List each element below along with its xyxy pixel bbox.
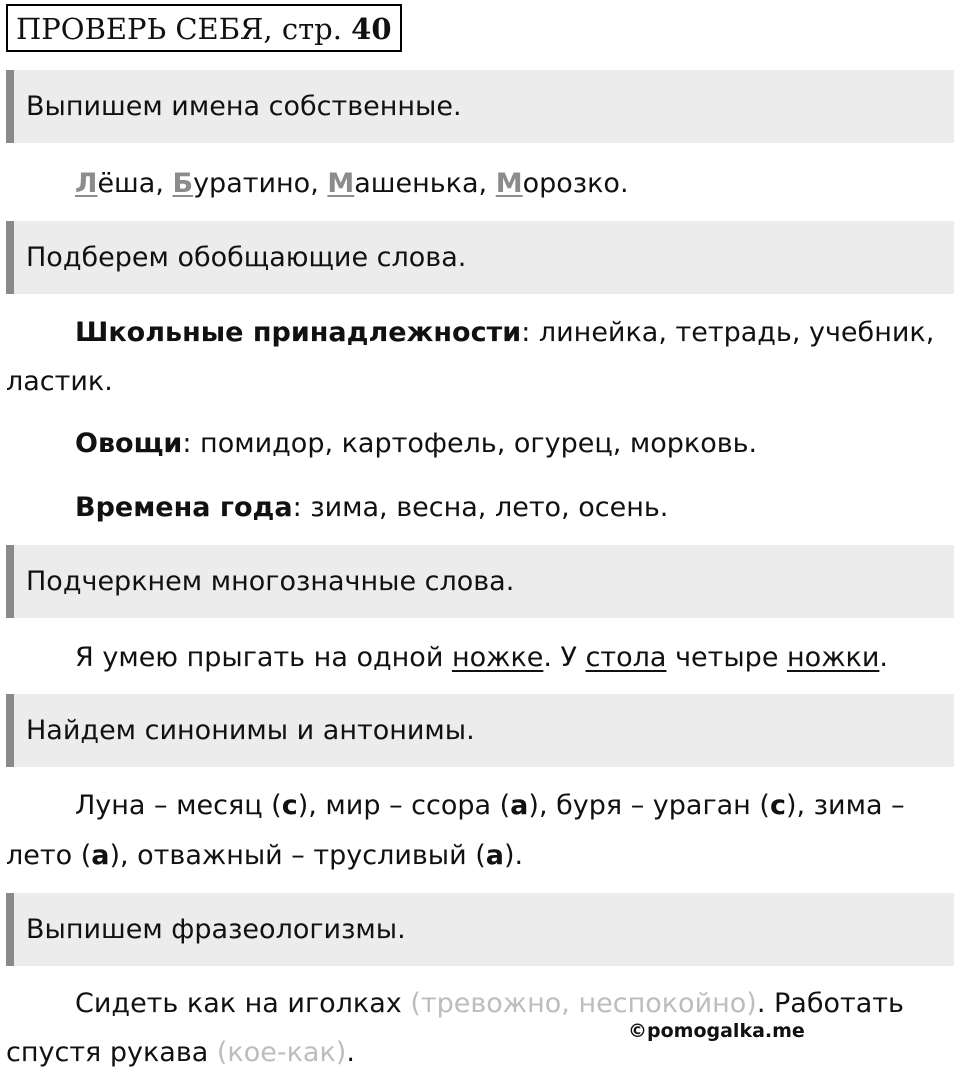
pair-mark: с: [769, 790, 786, 821]
page-title: [6, 4, 402, 52]
separator: ,: [155, 168, 173, 199]
name-rest: ашенька: [354, 168, 479, 199]
task-heading-synonyms-antonyms: Найдем синонимы и антонимы.: [6, 694, 954, 767]
sentence-text: четыре: [666, 642, 788, 673]
sentence-text: . У: [543, 642, 586, 673]
idiom-text: спустя рукава: [6, 1037, 217, 1068]
group-school-supplies-continued: ластик.: [6, 366, 113, 397]
pairs-line-1: [75, 788, 905, 824]
idiom-meaning: (кое-как): [216, 1037, 347, 1068]
pair-text: Луна – месяц (: [75, 790, 282, 821]
idiom-line-1: [75, 986, 904, 1022]
pair-text: ), мир – ссора (: [297, 790, 511, 821]
underlined-word: ножке: [451, 642, 544, 673]
group-items: : зима, весна, лето, осень.: [292, 492, 669, 523]
pair-text: ), зима –: [785, 790, 905, 821]
page-number: 40: [351, 12, 392, 46]
name-capital: Л: [75, 168, 98, 199]
idiom-meaning: (тревожно, неспокойно): [410, 988, 757, 1019]
name-capital: Б: [172, 168, 194, 199]
name-capital: М: [495, 168, 523, 199]
sentence-text: Я умею прыгать на одной: [75, 642, 452, 673]
underlined-word: стола: [585, 642, 667, 673]
group-seasons: [75, 490, 668, 526]
proper-names-line: [75, 166, 629, 202]
task-heading-idioms: Выпишем фразеологизмы.: [6, 893, 954, 966]
group-term: Школьные принадлежности: [75, 317, 522, 348]
task-heading-generalizing-words: Подберем обобщающие слова.: [6, 221, 954, 294]
name-capital: М: [327, 168, 355, 199]
polysemous-sentence: [75, 640, 888, 676]
task-heading-polysemous-words: Подчеркнем многозначные слова.: [6, 545, 954, 618]
idiom-line-2: [6, 1035, 355, 1071]
name-rest: орозко: [522, 168, 620, 199]
pair-text: ), буря – ураган (: [528, 790, 770, 821]
pair-mark: а: [510, 790, 529, 821]
group-term: Времена года: [75, 492, 293, 523]
underlined-word: ножки: [787, 642, 880, 673]
pair-text: лето (: [6, 840, 92, 871]
title-text: ПРОВЕРЬ СЕБЯ, стр.: [16, 12, 342, 46]
group-school-supplies: [75, 315, 934, 351]
idiom-text: .: [346, 1037, 355, 1068]
watermark: ©pomogalka.me: [628, 1020, 805, 1042]
name-rest: ёша: [97, 168, 156, 199]
pair-mark: а: [485, 840, 505, 871]
separator: ,: [310, 168, 328, 199]
period: .: [619, 168, 629, 199]
idiom-text: . Работать: [756, 988, 904, 1019]
task-heading-proper-names: Выпишем имена собственные.: [6, 70, 954, 143]
sentence-text: .: [879, 642, 888, 673]
group-items: : линейка, тетрадь, учебник,: [521, 317, 935, 348]
group-term: Овощи: [75, 428, 183, 459]
group-vegetables: [75, 426, 757, 462]
pairs-line-2: [6, 838, 523, 874]
pair-text: ).: [504, 840, 524, 871]
name-rest: уратино: [193, 168, 311, 199]
pair-mark: а: [91, 840, 110, 871]
group-items: : помидор, картофель, огурец, морковь.: [182, 428, 758, 459]
idiom-text: Сидеть как на иголках: [75, 988, 411, 1019]
separator: ,: [478, 168, 496, 199]
pair-text: ), отважный – трусливый (: [109, 840, 486, 871]
pair-mark: с: [281, 790, 298, 821]
